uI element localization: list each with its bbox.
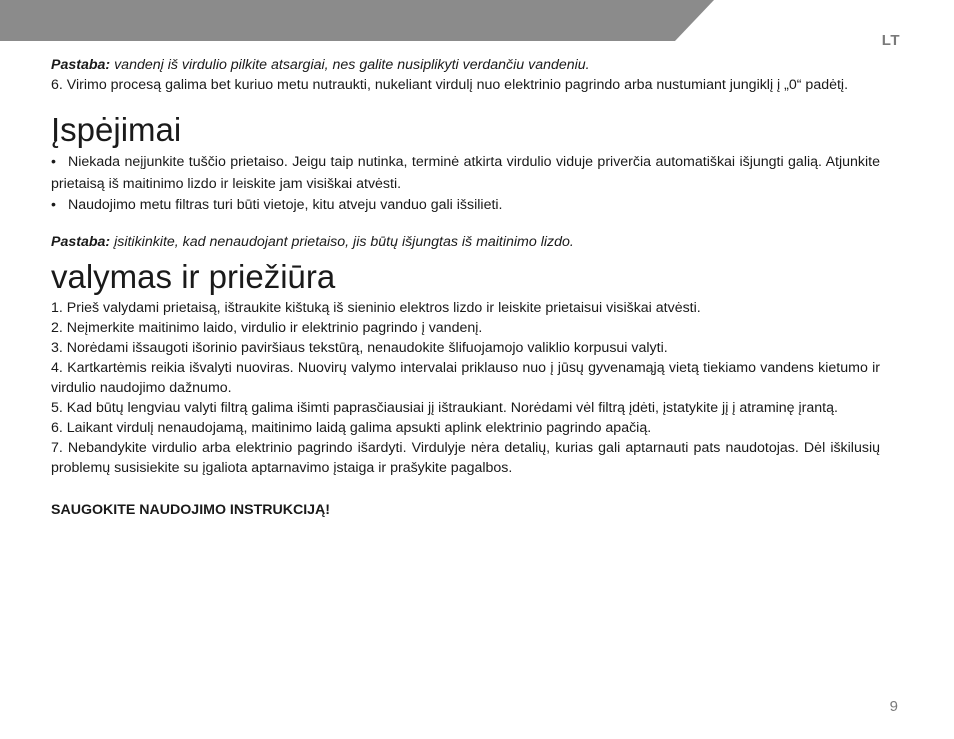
language-code: LT	[881, 32, 900, 49]
cleaning-item-7: 7. Nebandykite virdulio arba elektrinio pagrindo išardyti. Virdulyje nėra detalių, kurias gali aptarnauti pats naudotojas. Dėl iškilusių problemų susisiekite su įgaliota aptarnavimo įstaiga ir prašykite pagalbos.	[51, 440, 880, 476]
note-unplug	[51, 232, 880, 252]
cleaning-item-2: 2. Neįmerkite maitinimo laido, virdulio ir elektrinio pagrindo į vandenį.	[51, 320, 483, 336]
note-label: Pastaba:	[51, 57, 111, 73]
header-banner	[0, 0, 954, 41]
warning-text-1: Niekada neįjunkite tuščio prietaiso. Jeigu taip nutinka, terminė atkirta virdulio viduje priverčia automatiškai išjungti galią. Atjunkite prietaisą iš maitinimo lizdo ir leiskite jam visiškai atvėsti.	[51, 154, 880, 192]
step-6: 6. Virimo procesą galima bet kuriuo metu nutraukti, nukeliant virdulį nuo elektrinio pagrindo arba nustumiant jungiklį į „0“ padėtį.	[51, 77, 849, 93]
warning-text-2: Naudojimo metu filtras turi būti vietoje, kitu atveju vanduo gali išsilieti.	[68, 197, 503, 213]
keep-instructions-notice: SAUGOKITE NAUDOJIMO INSTRUKCIJĄ!	[51, 502, 331, 518]
cleaning-item-4: 4. Kartkartėmis reikia išvalyti nuoviras. Nuovirų valymo intervalai priklauso nuo į jūsų gyvenamąją vietą tiekiamo vandens kietumo ir virdulio naudojimo dažnumo.	[51, 360, 880, 396]
cleaning-heading: valymas ir priežiūra	[51, 258, 336, 295]
warning-bullet-1	[51, 151, 880, 195]
note-text: vandenį iš virdulio pilkite atsargiai, nes galite nusiplikyti verdančiu vandeniu.	[110, 57, 590, 73]
warning-bullet-2	[51, 195, 880, 215]
note-hot-water	[51, 55, 880, 75]
bullet-dot: •	[51, 154, 56, 170]
note-label: Pastaba:	[51, 234, 111, 250]
page-number: 9	[889, 698, 898, 715]
note-text: įsitikinkite, kad nenaudojant prietaiso, jis būtų išjungtas iš maitinimo lizdo.	[110, 234, 574, 250]
page-content	[51, 55, 880, 520]
cleaning-item-1: 1. Prieš valydami prietaisą, ištraukite kištuką iš sieninio elektros lizdo ir leiskite prietaisui visiškai atvėsti.	[51, 300, 701, 316]
cleaning-item-5: 5. Kad būtų lengviau valyti filtrą galima išimti paprasčiausiai jį ištraukiant. Norėdami vėl filtrą įdėti, įstatykite jį į atraminę įrantą.	[51, 400, 838, 416]
bullet-dot: •	[51, 197, 56, 213]
warnings-heading: Įspėjimai	[51, 111, 182, 148]
cleaning-item-3: 3. Norėdami išsaugoti išorinio paviršiaus tekstūrą, nenaudokite šlifuojamojo valiklio korpusui valyti.	[51, 340, 668, 356]
cleaning-item-6: 6. Laikant virdulį nenaudojamą, maitinimo laidą galima apsukti aplink elektrinio pagrindo apačią.	[51, 420, 652, 436]
